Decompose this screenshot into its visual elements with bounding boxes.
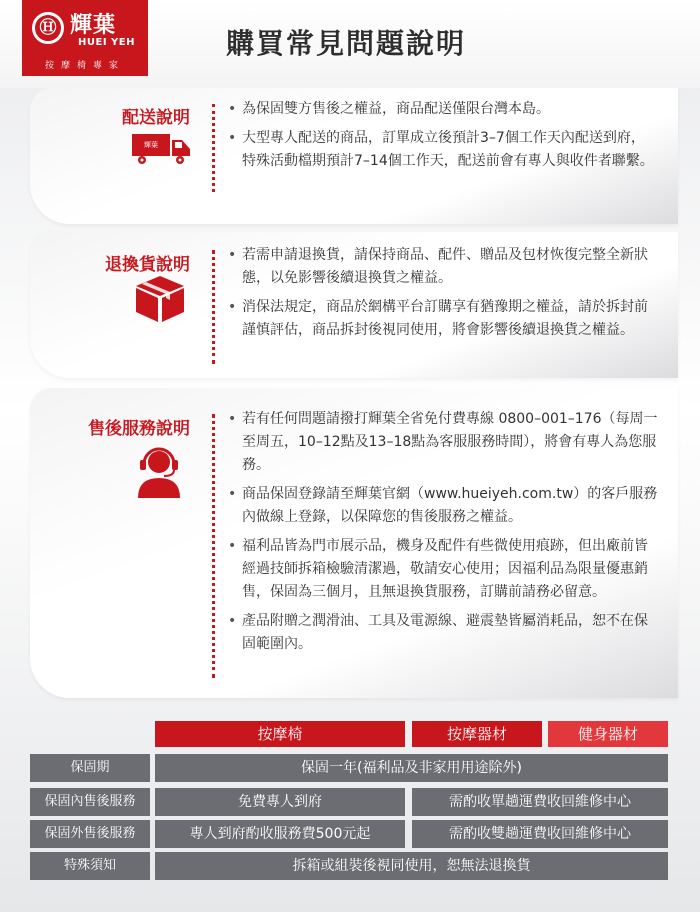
list-item: • 消保法規定，商品於網構平台訂購享有猶豫期之權益，請於拆封前謹慎評估，商品拆封後視同使用，將會影響後續退換貨之權益。 (228, 296, 658, 342)
row-label: 保固期 (30, 754, 150, 782)
service-divider (212, 414, 215, 678)
returns-list (228, 244, 658, 348)
delivery-list (228, 98, 658, 179)
row-label: 保固內售後服務 (30, 788, 150, 816)
table-row (0, 754, 700, 782)
service-title: 售後服務說明 (88, 419, 190, 439)
list-item: • 為保固雙方售後之權益，商品配送僅限台灣本島。 (228, 98, 658, 121)
list-item: • 大型專人配送的商品，訂單成立後預計3–7個工作天內配送到府，特殊活動檔期預計7–14個工作天，配送前會有專人與收件者聯繫。 (228, 127, 658, 173)
logo-chinese-name: 輝葉 (70, 13, 117, 38)
table-row (0, 852, 700, 880)
list-item: • 若有任何問題請撥打輝葉全省免付費專線 0800–001–176（每周一至周五，10–12點及13–18點為客服服務時間），將會有專人為您服務。 (228, 408, 658, 477)
truck-label: 輝葉 (144, 141, 158, 149)
table-cell: 需酌收雙趟運費收回維修中心 (412, 820, 668, 848)
column-header-fitness-equipment: 健身器材 (548, 721, 668, 747)
returns-title: 退換貨說明 (105, 255, 190, 275)
table-cell: 專人到府酌收服務費500元起 (155, 820, 405, 848)
table-cell: 免費專人到府 (155, 788, 405, 816)
brand-logo[interactable] (22, 0, 148, 76)
column-header-massage-chair: 按摩椅 (155, 721, 405, 747)
table-row (0, 788, 700, 816)
column-header-massage-equipment: 按摩器材 (412, 721, 542, 747)
logo-tagline: 按摩椅專家 (44, 61, 125, 71)
row-label: 特殊須知 (30, 852, 150, 880)
logo-mark-icon: Ⓗ (32, 12, 64, 44)
returns-divider (212, 250, 215, 364)
box-icon (134, 274, 186, 328)
list-item: • 產品附贈之潤滑油、工具及電源線、避震墊皆屬消耗品，恕不在保固範圍內。 (228, 610, 658, 656)
delivery-title: 配送說明 (122, 108, 190, 128)
service-list (228, 408, 658, 662)
table-cell: 拆箱或組裝後視同使用，恕無法退換貨 (155, 852, 668, 880)
row-label: 保固外售後服務 (30, 820, 150, 848)
list-item: • 商品保固登錄請至輝葉官網（www.hueiyeh.com.tw）的客戶服務內做線上登錄，以保障您的售後服務之權益。 (228, 483, 658, 529)
headset-support-icon (134, 444, 184, 504)
table-cell: 需酌收單趟運費收回維修中心 (412, 788, 668, 816)
table-cell: 保固一年(福利品及非家用用途除外) (155, 754, 668, 782)
list-item: • 福利品皆為門市展示品，機身及配件有些微使用痕跡，但出廠前皆經過技師拆箱檢驗清潔過，敬請安心使用；因福利品為限量優惠銷售，保固為三個月，且無退換貨服務，訂購前請務必留意。 (228, 535, 658, 604)
list-item: • 若需申請退換貨，請保持商品、配件、贈品及包材恢復完整全新狀態，以免影響後續退換貨之權益。 (228, 244, 658, 290)
truck-icon (132, 132, 192, 170)
page-title: 購買常見問題說明 (226, 27, 467, 60)
header (0, 0, 700, 88)
delivery-divider (212, 104, 215, 192)
table-row (0, 820, 700, 848)
logo-english-name: HUEI YEH (78, 37, 135, 48)
